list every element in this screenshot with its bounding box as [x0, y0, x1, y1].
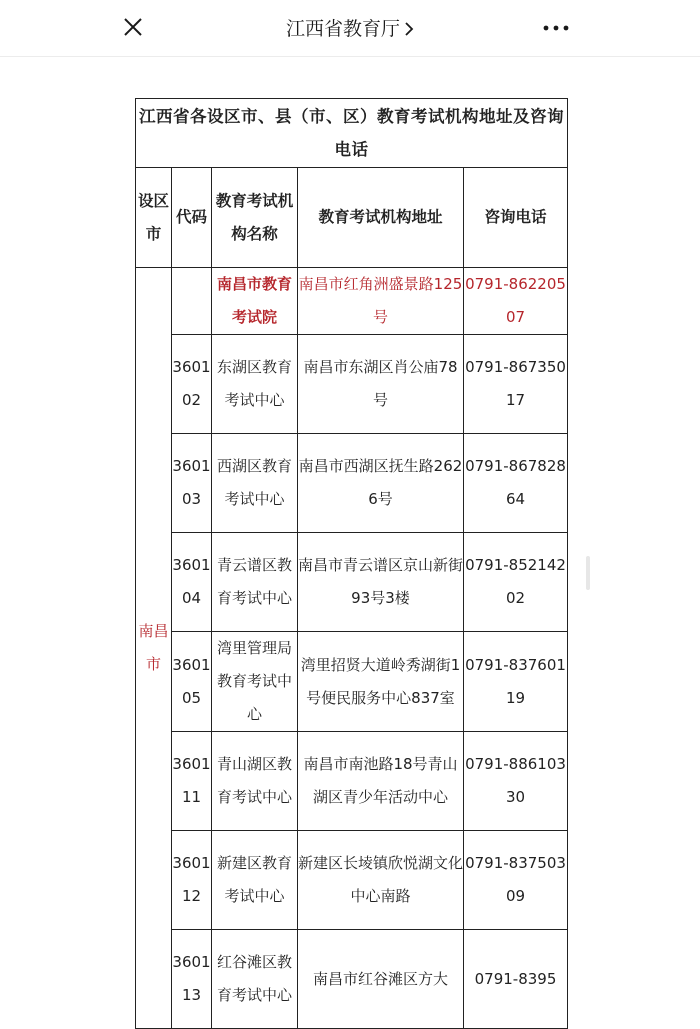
table-row: [136, 533, 568, 632]
phone-cell: 0791-85214202: [464, 533, 568, 632]
name-cell: 湾里管理局教育考试中心: [212, 632, 298, 732]
name-cell: 青山湖区教育考试中心: [212, 732, 298, 831]
header-phone: 咨询电话: [464, 168, 568, 268]
code-cell: [172, 268, 212, 335]
address-cell: 南昌市西湖区抚生路2626号: [298, 434, 464, 533]
header-address: 教育考试机构地址: [298, 168, 464, 268]
address-cell: 南昌市红角洲盛景路125号: [298, 268, 464, 335]
name-cell: 南昌市教育考试院: [212, 268, 298, 335]
code-cell: 360103: [172, 434, 212, 533]
address-cell: 南昌市青云谱区京山新街93号3楼: [298, 533, 464, 632]
header-name: 教育考试机构名称: [212, 168, 298, 268]
table-row: [136, 268, 568, 335]
exam-institution-table: [135, 98, 568, 1029]
top-nav-bar: [0, 0, 700, 57]
phone-cell: 0791-86735017: [464, 335, 568, 434]
city-cell: 南昌市: [136, 268, 172, 1029]
phone-cell: 0791-86220507: [464, 268, 568, 335]
table-row: [136, 632, 568, 732]
address-cell: 南昌市南池路18号青山湖区青少年活动中心: [298, 732, 464, 831]
table-row: [136, 831, 568, 930]
phone-cell: 0791-88610330: [464, 732, 568, 831]
address-cell: 南昌市红谷滩区方大: [298, 930, 464, 1029]
code-cell: 360105: [172, 632, 212, 732]
more-options-button[interactable]: [540, 14, 572, 42]
scrollbar-thumb[interactable]: [586, 556, 590, 590]
name-cell: 红谷滩区教育考试中心: [212, 930, 298, 1029]
address-cell: 新建区长堎镇欣悦湖文化中心南路: [298, 831, 464, 930]
phone-cell: 0791-86782864: [464, 434, 568, 533]
table-caption: 江西省各设区市、县（市、区）教育考试机构地址及咨询电话: [136, 99, 568, 168]
phone-cell: 0791-8395: [464, 930, 568, 1029]
table-row: [136, 335, 568, 434]
name-cell: 新建区教育考试中心: [212, 831, 298, 930]
more-dots-icon: [540, 14, 572, 42]
name-cell: 青云谱区教育考试中心: [212, 533, 298, 632]
code-cell: 360113: [172, 930, 212, 1029]
code-cell: 360104: [172, 533, 212, 632]
chevron-right-icon: [404, 20, 414, 42]
account-title-link[interactable]: [0, 14, 700, 42]
table-row: [136, 930, 568, 1029]
header-code: 代码: [172, 168, 212, 268]
table-row: [136, 434, 568, 533]
code-cell: 360102: [172, 335, 212, 434]
article-content[interactable]: [0, 56, 700, 1004]
address-cell: 南昌市东湖区肖公庙78号: [298, 335, 464, 434]
code-cell: 360111: [172, 732, 212, 831]
table-row: [136, 732, 568, 831]
address-cell: 湾里招贤大道岭秀湖街1号便民服务中心837室: [298, 632, 464, 732]
header-city: 设区市: [136, 168, 172, 268]
name-cell: 西湖区教育考试中心: [212, 434, 298, 533]
name-cell: 东湖区教育考试中心: [212, 335, 298, 434]
code-cell: 360112: [172, 831, 212, 930]
phone-cell: 0791-83760119: [464, 632, 568, 732]
phone-cell: 0791-83750309: [464, 831, 568, 930]
page-title: 江西省教育厅: [285, 18, 400, 40]
